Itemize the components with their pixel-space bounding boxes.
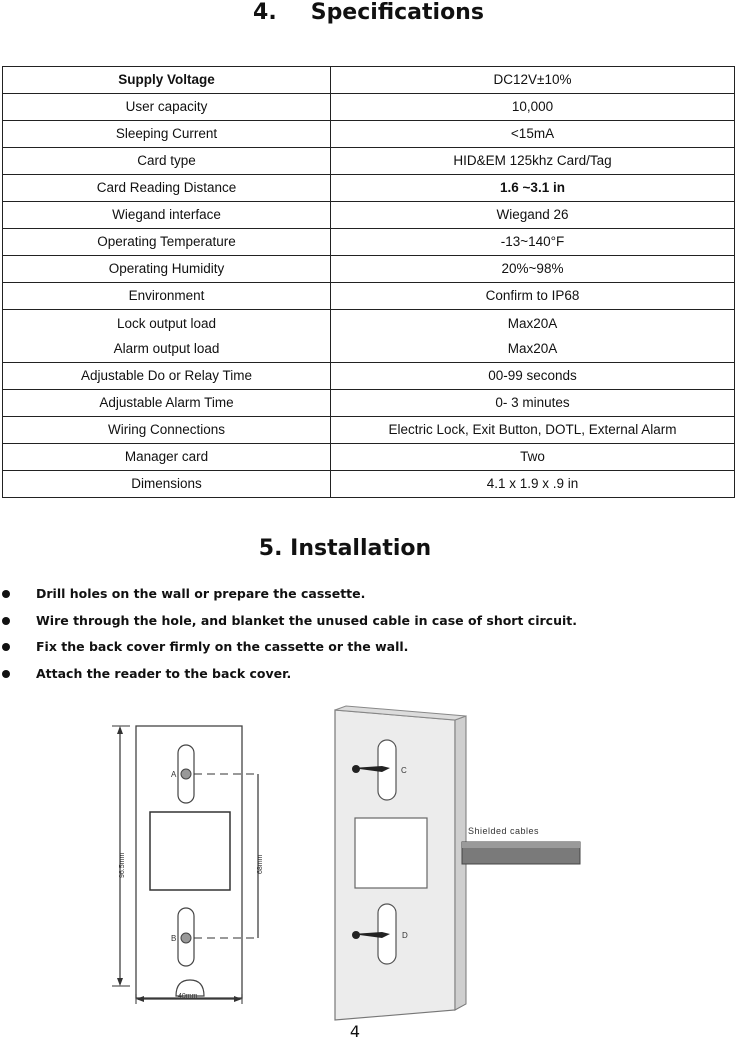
- table-row: [3, 417, 735, 444]
- table-row: [3, 471, 735, 498]
- spec-value: 1.6 ~3.1 in: [331, 175, 735, 202]
- spec-label: User capacity: [3, 94, 331, 121]
- installation-diagram: [100, 698, 600, 1024]
- section-title: Specifications: [310, 0, 484, 25]
- screw-hole-b: [181, 933, 191, 943]
- page-number: 4: [349, 1022, 361, 1041]
- table-row: [3, 148, 735, 175]
- hole-spacing-label: 68mm: [257, 854, 264, 874]
- back-cover-drawing: [112, 726, 264, 1004]
- spec-value: Wiegand 26: [331, 202, 735, 229]
- spec-label: Adjustable Do or Relay Time: [3, 363, 331, 390]
- spec-label: Wiring Connections: [3, 417, 331, 444]
- spec-value: DC12V±10%: [331, 67, 735, 94]
- height-dimension-label: 96.5mm: [119, 852, 126, 878]
- label-d: D: [402, 931, 408, 940]
- spec-value: 10,000: [331, 94, 735, 121]
- table-row: [3, 390, 735, 417]
- spec-label: Operating Humidity: [3, 256, 331, 283]
- table-row: [3, 121, 735, 148]
- bullet-icon: [2, 590, 10, 598]
- reader-window: [150, 812, 230, 890]
- spec-label: Dimensions: [3, 471, 331, 498]
- table-row: [3, 283, 735, 310]
- list-item: [0, 637, 577, 664]
- spec-value: 0- 3 minutes: [331, 390, 735, 417]
- spec-value: Max20A: [507, 341, 558, 356]
- section-number: 4.: [253, 0, 277, 25]
- spec-value: Max20A: [507, 316, 558, 331]
- table-row: [3, 229, 735, 256]
- spec-label-group: [3, 310, 331, 363]
- spec-label: Card type: [3, 148, 331, 175]
- list-item: [0, 611, 577, 638]
- spec-value: -13~140°F: [331, 229, 735, 256]
- spec-label: Environment: [3, 283, 331, 310]
- label-b: B: [171, 934, 177, 943]
- list-item: [0, 664, 577, 691]
- spec-value: 20%~98%: [331, 256, 735, 283]
- table-row: [3, 444, 735, 471]
- spec-value: 00-99 seconds: [331, 363, 735, 390]
- step-text: Fix the back cover firmly on the cassette or the wall.: [36, 639, 409, 654]
- table-row: [3, 67, 735, 94]
- label-a: A: [171, 770, 177, 779]
- bullet-icon: [2, 643, 10, 651]
- step-text: Attach the reader to the back cover.: [36, 665, 292, 681]
- back-cover-3d-drawing: [335, 706, 580, 1020]
- spec-value: Electric Lock, Exit Button, DOTL, External Alarm: [331, 417, 735, 444]
- table-row: [3, 256, 735, 283]
- specifications-table: [2, 66, 735, 498]
- spec-value-group: [331, 310, 735, 363]
- spec-label: Adjustable Alarm Time: [3, 390, 331, 417]
- cable-label: Shielded cables: [468, 826, 540, 836]
- spec-value: Confirm to IP68: [331, 283, 735, 310]
- list-item: [0, 584, 577, 611]
- spec-label: Lock output load: [116, 316, 217, 331]
- reader-cutout: [355, 818, 427, 888]
- width-dimension-label: 40mm: [178, 993, 198, 1000]
- table-row: [3, 94, 735, 121]
- spec-value: Two: [331, 444, 735, 471]
- spec-value: <15mA: [331, 121, 735, 148]
- table-row: [3, 202, 735, 229]
- step-text: Wire through the hole, and blanket the unused cable in case of short circuit.: [36, 612, 577, 628]
- installation-heading: 5. Installation: [258, 536, 432, 561]
- spec-label: Operating Temperature: [3, 229, 331, 256]
- installation-steps: [0, 584, 577, 690]
- spec-label: Supply Voltage: [3, 67, 331, 94]
- label-c: C: [401, 766, 407, 775]
- spec-label: Card Reading Distance: [3, 175, 331, 202]
- table-row: [3, 363, 735, 390]
- spec-value: 4.1 x 1.9 x .9 in: [331, 471, 735, 498]
- spec-value: HID&EM 125khz Card/Tag: [331, 148, 735, 175]
- screw-hole-a: [181, 769, 191, 779]
- specifications-heading: [0, 0, 737, 25]
- spec-label: Sleeping Current: [3, 121, 331, 148]
- spec-label: Alarm output load: [113, 341, 220, 356]
- table-row: [3, 310, 735, 363]
- bullet-icon: [2, 617, 10, 625]
- bullet-icon: [2, 670, 10, 678]
- step-text: Drill holes on the wall or prepare the cassette.: [36, 586, 366, 601]
- table-row: [3, 175, 735, 202]
- spec-label: Manager card: [3, 444, 331, 471]
- spec-label: Wiegand interface: [3, 202, 331, 229]
